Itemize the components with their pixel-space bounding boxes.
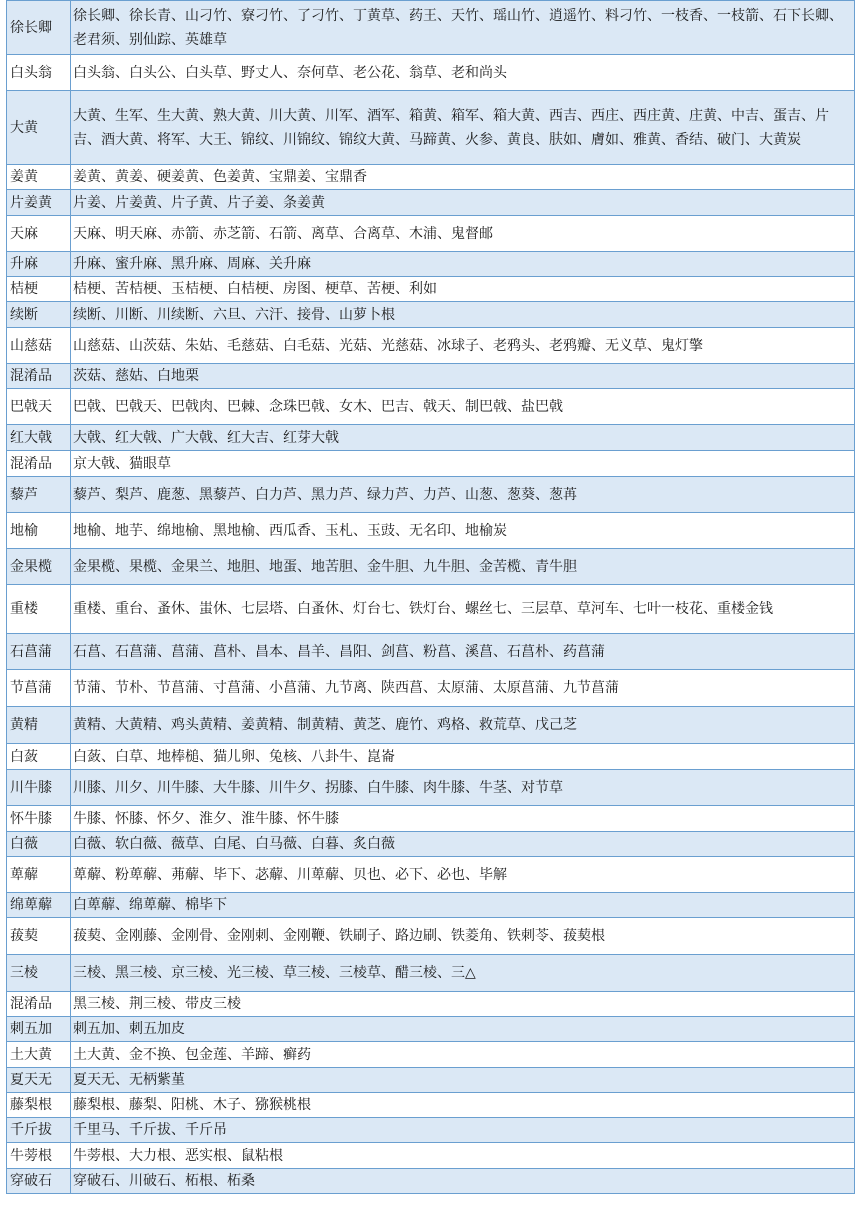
table-row <box>7 513 855 549</box>
herb-name-cell: 地榆 <box>7 513 71 549</box>
herb-name-cell: 三棱 <box>7 955 71 992</box>
table-row <box>7 302 855 328</box>
herb-name-cell: 大黄 <box>7 91 71 165</box>
herb-aliases-cell: 藤梨根、藤梨、阳桃、木子、猕猴桃根 <box>71 1093 855 1118</box>
herb-aliases-cell: 片姜、片姜黄、片子黄、片子姜、条姜黄 <box>71 190 855 216</box>
herb-name-cell: 片姜黄 <box>7 190 71 216</box>
herb-aliases-cell: 白萆薢、绵萆薢、棉毕下 <box>71 893 855 918</box>
herb-aliases-cell: 地榆、地芋、绵地榆、黑地榆、西瓜香、玉札、玉豉、无名印、地榆炭 <box>71 513 855 549</box>
herb-name-cell: 节菖蒲 <box>7 670 71 707</box>
herb-name-cell: 夏天无 <box>7 1068 71 1093</box>
herb-aliases-cell: 白薇、软白薇、薇草、白尾、白马薇、白暮、炙白薇 <box>71 832 855 857</box>
herb-aliases-cell: 升麻、蜜升麻、黑升麻、周麻、关升麻 <box>71 252 855 277</box>
herb-name-cell: 金果榄 <box>7 549 71 585</box>
herb-name-cell: 藤梨根 <box>7 1093 71 1118</box>
table-row <box>7 252 855 277</box>
herb-name-cell: 重楼 <box>7 585 71 634</box>
herb-aliases-cell: 菝葜、金刚藤、金刚骨、金刚刺、金刚鞭、铁刷子、路边刷、铁菱角、铁刺苓、菝葜根 <box>71 918 855 955</box>
herb-name-cell: 绵萆薢 <box>7 893 71 918</box>
herb-aliases-cell: 千里马、千斤拔、千斤吊 <box>71 1118 855 1143</box>
table-row <box>7 328 855 364</box>
table-row <box>7 744 855 770</box>
herb-aliases-cell: 黄精、大黄精、鸡头黄精、姜黄精、制黄精、黄芝、鹿竹、鸡格、救荒草、戊己芝 <box>71 707 855 744</box>
table-row <box>7 832 855 857</box>
table-row <box>7 1068 855 1093</box>
herb-name-cell: 石菖蒲 <box>7 634 71 670</box>
herb-aliases-cell: 黑三棱、荆三棱、带皮三棱 <box>71 992 855 1017</box>
herb-name-cell: 穿破石 <box>7 1169 71 1194</box>
table-row <box>7 707 855 744</box>
table-row <box>7 91 855 165</box>
table-row <box>7 670 855 707</box>
herb-name-cell: 牛蒡根 <box>7 1143 71 1169</box>
table-row <box>7 634 855 670</box>
herb-name-cell: 续断 <box>7 302 71 328</box>
table-row <box>7 165 855 190</box>
herb-name-cell: 姜黄 <box>7 165 71 190</box>
table-row <box>7 389 855 425</box>
table-row <box>7 190 855 216</box>
herb-name-cell: 巴戟天 <box>7 389 71 425</box>
herb-aliases-cell: 节蒲、节朴、节菖蒲、寸菖蒲、小菖蒲、九节离、陕西菖、太原蒲、太原菖蒲、九节菖蒲 <box>71 670 855 707</box>
herb-aliases-cell: 金果榄、果榄、金果兰、地胆、地蛋、地苦胆、金牛胆、九牛胆、金苦榄、青牛胆 <box>71 549 855 585</box>
herb-aliases-cell: 穿破石、川破石、柘根、柘桑 <box>71 1169 855 1194</box>
table-row <box>7 955 855 992</box>
table-row <box>7 451 855 477</box>
herb-name-cell: 川牛膝 <box>7 770 71 806</box>
herb-aliases-cell: 大黄、生军、生大黄、熟大黄、川大黄、川军、酒军、箱黄、箱军、箱大黄、西吉、西庄、西庄黄、庄黄、中吉、蛋吉、片吉、酒大黄、将军、大王、锦纹、川锦纹、锦纹大黄、马蹄黄、火参、黄良、肤如、膚如、雅黄、香结、破门、大黄炭 <box>71 91 855 165</box>
herb-aliases-cell: 牛蒡根、大力根、恶实根、鼠粘根 <box>71 1143 855 1169</box>
herb-aliases-cell: 京大戟、猫眼草 <box>71 451 855 477</box>
table-row <box>7 1118 855 1143</box>
herb-aliases-cell: 巴戟、巴戟天、巴戟肉、巴棘、念珠巴戟、女木、巴吉、戟天、制巴戟、盐巴戟 <box>71 389 855 425</box>
table-row <box>7 477 855 513</box>
table-row <box>7 585 855 634</box>
herb-alias-table-body <box>7 1 855 1194</box>
table-row <box>7 277 855 302</box>
herb-aliases-cell: 姜黄、黄姜、硬姜黄、色姜黄、宝鼎姜、宝鼎香 <box>71 165 855 190</box>
table-row <box>7 216 855 252</box>
herb-name-cell: 怀牛膝 <box>7 806 71 832</box>
herb-name-cell: 黄精 <box>7 707 71 744</box>
herb-aliases-cell: 天麻、明天麻、赤箭、赤芝箭、石箭、离草、合离草、木浦、鬼督邮 <box>71 216 855 252</box>
herb-name-cell: 混淆品 <box>7 992 71 1017</box>
herb-name-cell: 白头翁 <box>7 55 71 91</box>
table-row <box>7 1017 855 1042</box>
table-row <box>7 1169 855 1194</box>
table-row <box>7 806 855 832</box>
herb-alias-table <box>6 0 855 1194</box>
herb-aliases-cell: 夏天无、无柄紫堇 <box>71 1068 855 1093</box>
table-row <box>7 992 855 1017</box>
table-row <box>7 770 855 806</box>
herb-aliases-cell: 续断、川断、川续断、六旦、六汗、接骨、山萝卜根 <box>71 302 855 328</box>
herb-name-cell: 升麻 <box>7 252 71 277</box>
herb-aliases-cell: 萆薢、粉萆薢、茀薢、毕下、苾薢、川萆薢、贝也、必下、必也、毕解 <box>71 857 855 893</box>
herb-name-cell: 菝葜 <box>7 918 71 955</box>
herb-name-cell: 红大戟 <box>7 425 71 451</box>
herb-aliases-cell: 白蔹、白草、地棒槌、猫儿卵、兔核、八卦牛、崑崙 <box>71 744 855 770</box>
table-row <box>7 1042 855 1068</box>
herb-name-cell: 萆薢 <box>7 857 71 893</box>
herb-name-cell: 土大黄 <box>7 1042 71 1068</box>
herb-aliases-cell: 三棱、黑三棱、京三棱、光三棱、草三棱、三棱草、醋三棱、三△ <box>71 955 855 992</box>
table-row <box>7 55 855 91</box>
herb-name-cell: 混淆品 <box>7 364 71 389</box>
herb-name-cell: 徐长卿 <box>7 1 71 55</box>
herb-name-cell: 藜芦 <box>7 477 71 513</box>
table-row <box>7 425 855 451</box>
herb-name-cell: 山慈菇 <box>7 328 71 364</box>
herb-aliases-cell: 徐长卿、徐长青、山刁竹、寮刁竹、了刁竹、丁黄草、药王、天竹、瑶山竹、逍遥竹、料刁竹、一枝香、一枝箭、石下长卿、老君须、别仙踪、英雄草 <box>71 1 855 55</box>
herb-aliases-cell: 山慈菇、山茨菇、朱姑、毛慈菇、白毛菇、光菇、光慈菇、冰球子、老鸦头、老鸦瓣、无义草、鬼灯擎 <box>71 328 855 364</box>
table-row <box>7 364 855 389</box>
herb-name-cell: 刺五加 <box>7 1017 71 1042</box>
herb-aliases-cell: 川膝、川夕、川牛膝、大牛膝、川牛夕、拐膝、白牛膝、肉牛膝、牛茎、对节草 <box>71 770 855 806</box>
table-row <box>7 1143 855 1169</box>
herb-aliases-cell: 桔梗、苦桔梗、玉桔梗、白桔梗、房图、梗草、苦梗、利如 <box>71 277 855 302</box>
table-row <box>7 1093 855 1118</box>
herb-name-cell: 白薇 <box>7 832 71 857</box>
table-row <box>7 857 855 893</box>
herb-aliases-cell: 牛膝、怀膝、怀夕、淮夕、淮牛膝、怀牛膝 <box>71 806 855 832</box>
table-row <box>7 893 855 918</box>
herb-name-cell: 天麻 <box>7 216 71 252</box>
herb-name-cell: 混淆品 <box>7 451 71 477</box>
herb-name-cell: 桔梗 <box>7 277 71 302</box>
herb-aliases-cell: 重楼、重台、蚤休、蚩休、七层塔、白蚤休、灯台七、铁灯台、螺丝七、三层草、草河车、七叶一枝花、重楼金钱 <box>71 585 855 634</box>
herb-aliases-cell: 大戟、红大戟、广大戟、红大吉、红芽大戟 <box>71 425 855 451</box>
herb-name-cell: 千斤拔 <box>7 1118 71 1143</box>
table-row <box>7 1 855 55</box>
herb-aliases-cell: 土大黄、金不换、包金莲、羊蹄、癣药 <box>71 1042 855 1068</box>
herb-aliases-cell: 茨菇、慈姑、白地栗 <box>71 364 855 389</box>
herb-aliases-cell: 石菖、石菖蒲、菖蒲、菖朴、昌本、昌羊、昌阳、剑菖、粉菖、溪菖、石菖朴、药菖蒲 <box>71 634 855 670</box>
herb-name-cell: 白蔹 <box>7 744 71 770</box>
herb-aliases-cell: 刺五加、刺五加皮 <box>71 1017 855 1042</box>
herb-aliases-cell: 藜芦、梨芦、鹿葱、黑藜芦、白力芦、黑力芦、绿力芦、力芦、山葱、葱葵、葱苒 <box>71 477 855 513</box>
herb-aliases-cell: 白头翁、白头公、白头草、野丈人、奈何草、老公花、翁草、老和尚头 <box>71 55 855 91</box>
table-row <box>7 918 855 955</box>
table-row <box>7 549 855 585</box>
